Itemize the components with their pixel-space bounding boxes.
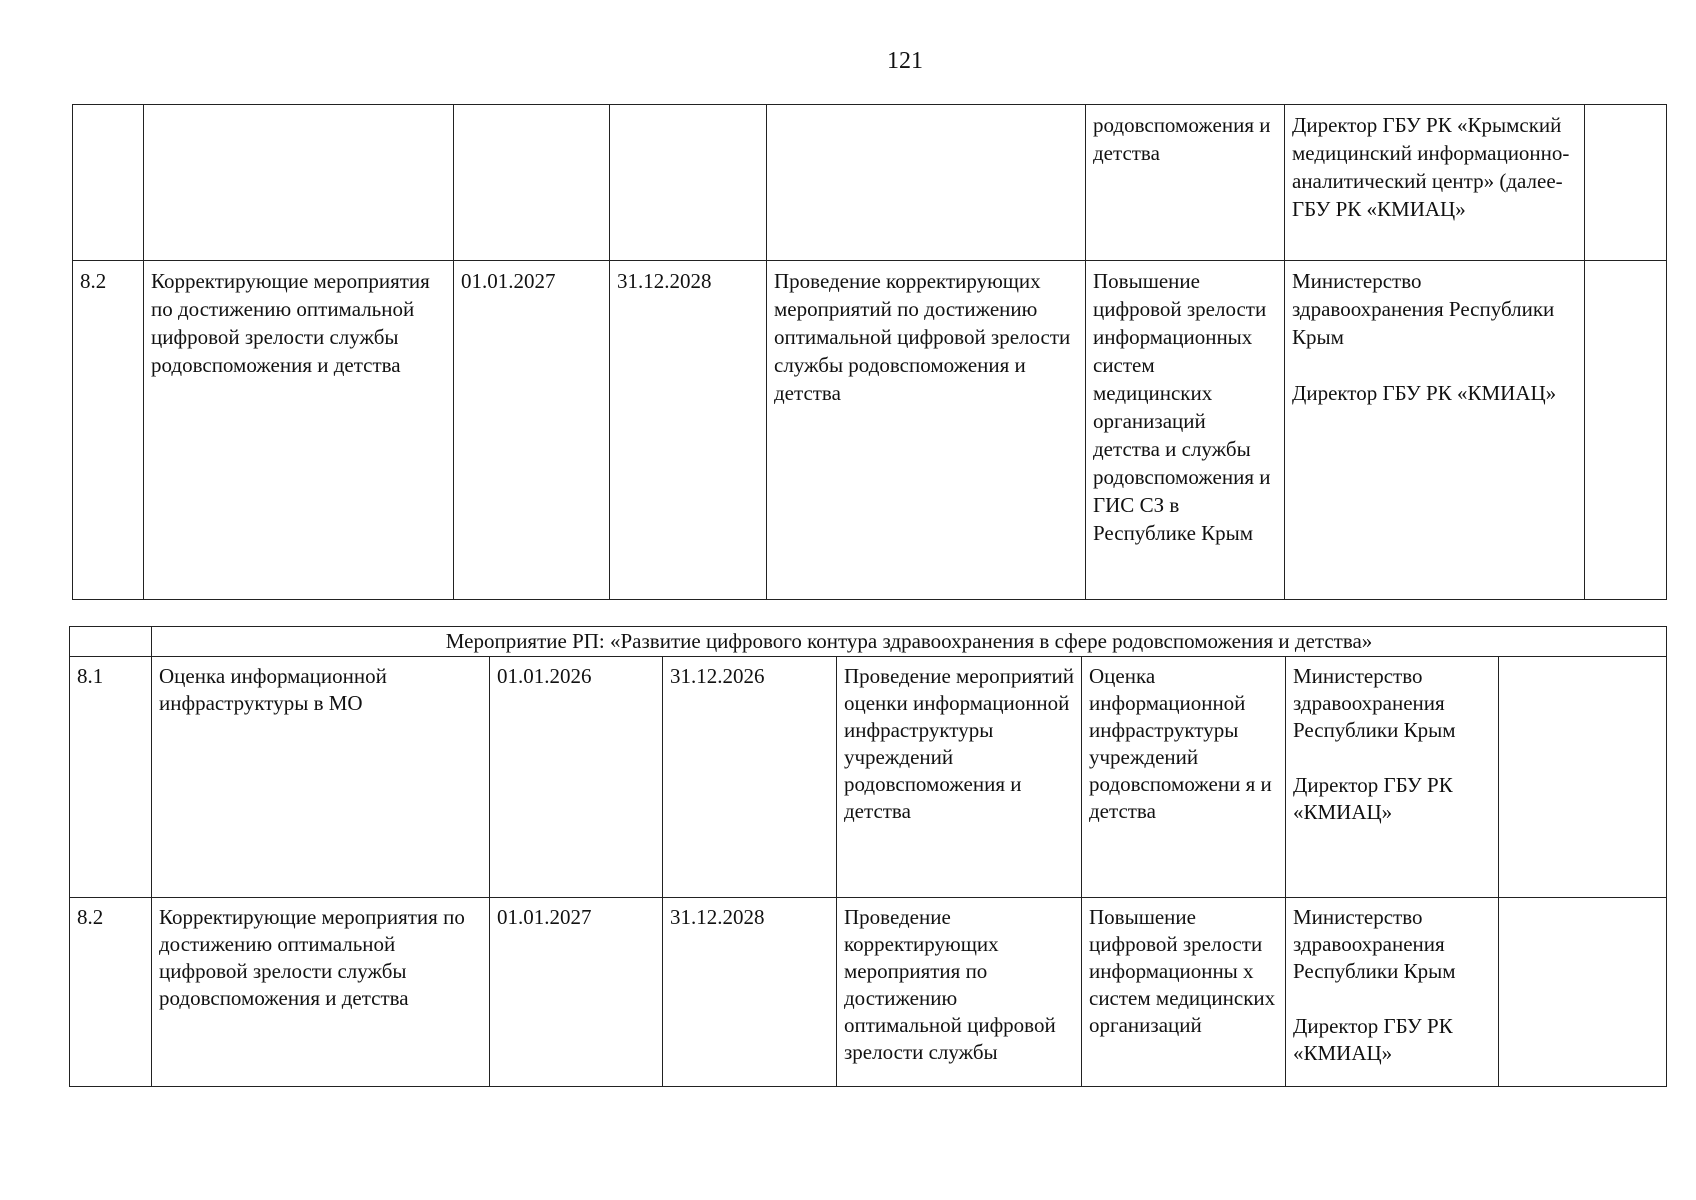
- num-cell: [73, 105, 144, 261]
- num-cell: 8.1: [70, 657, 152, 898]
- responsible-director: Директор ГБУ РК «КМИАЦ»: [1293, 1014, 1453, 1065]
- start-date-cell: [454, 105, 610, 261]
- empty-cell: [1585, 261, 1667, 600]
- responsible-ministry: Министерство здравоохранения Республики Крым: [1293, 905, 1456, 983]
- table-row: [73, 105, 1667, 261]
- num-cell: 8.2: [73, 261, 144, 600]
- end-date-cell: 31.12.2028: [663, 898, 837, 1087]
- end-date-cell: 31.12.2026: [663, 657, 837, 898]
- table-row: [73, 261, 1667, 600]
- page-number: 121: [887, 48, 923, 74]
- responsible-ministry: Министерство здравоохранения Республики Крым: [1292, 269, 1555, 349]
- description-cell: Проведение корректирующих мероприятия по достижению оптимальной цифровой зрелости службы: [837, 898, 1082, 1087]
- responsible-ministry: Министерство здравоохранения Республики Крым: [1293, 664, 1456, 742]
- empty-cell: [1585, 105, 1667, 261]
- responsible-cell: Директор ГБУ РК «Крымский медицинский информационно-аналитический центр» (далее- ГБУ РК «КМИАЦ»: [1285, 105, 1585, 261]
- result-cell: Повышение цифровой зрелости информационны х систем медицинских организаций: [1082, 898, 1286, 1087]
- start-date-cell: 01.01.2027: [454, 261, 610, 600]
- end-date-cell: 31.12.2028: [610, 261, 767, 600]
- responsible-cell: [1286, 898, 1499, 1087]
- empty-cell: [1499, 657, 1667, 898]
- description-cell: Проведение мероприятий оценки информационной инфраструктуры учреждений родовспоможения и детства: [837, 657, 1082, 898]
- name-cell: Корректирующие мероприятия по достижению оптимальной цифровой зрелости службы родовспоможения и детства: [152, 898, 490, 1087]
- name-cell: Корректирующие мероприятия по достижению оптимальной цифровой зрелости службы родовспоможения и детства: [144, 261, 454, 600]
- activities-table-bottom: [69, 626, 1667, 1087]
- result-cell: Повышение цифровой зрелости информационных систем медицинских организаций детства и службы родовспоможения и ГИС СЗ в Республике Крым: [1086, 261, 1285, 600]
- responsible-director: Директор ГБУ РК «КМИАЦ»: [1292, 381, 1557, 405]
- num-cell: 8.2: [70, 898, 152, 1087]
- description-cell: [767, 105, 1086, 261]
- num-cell: [70, 627, 152, 657]
- end-date-cell: [610, 105, 767, 261]
- start-date-cell: 01.01.2027: [490, 898, 663, 1087]
- responsible-cell: [1285, 261, 1585, 600]
- section-header-row: [70, 627, 1667, 657]
- section-title: Мероприятие РП: «Развитие цифрового контура здравоохранения в сфере родовспоможения и детства»: [152, 627, 1667, 657]
- activities-table-top: [72, 104, 1667, 600]
- table-row: [70, 657, 1667, 898]
- name-cell: [144, 105, 454, 261]
- result-cell: Оценка информационной инфраструктуры учреждений родовспоможени я и детства: [1082, 657, 1286, 898]
- responsible-director: Директор ГБУ РК «КМИАЦ»: [1293, 773, 1453, 824]
- result-cell: родовспоможения и детства: [1086, 105, 1285, 261]
- start-date-cell: 01.01.2026: [490, 657, 663, 898]
- responsible-cell: [1286, 657, 1499, 898]
- table-row: [70, 898, 1667, 1087]
- empty-cell: [1499, 898, 1667, 1087]
- description-cell: Проведение корректирующих мероприятий по достижению оптимальной цифровой зрелости службы родовспоможения и детства: [767, 261, 1086, 600]
- name-cell: Оценка информационной инфраструктуры в МО: [152, 657, 490, 898]
